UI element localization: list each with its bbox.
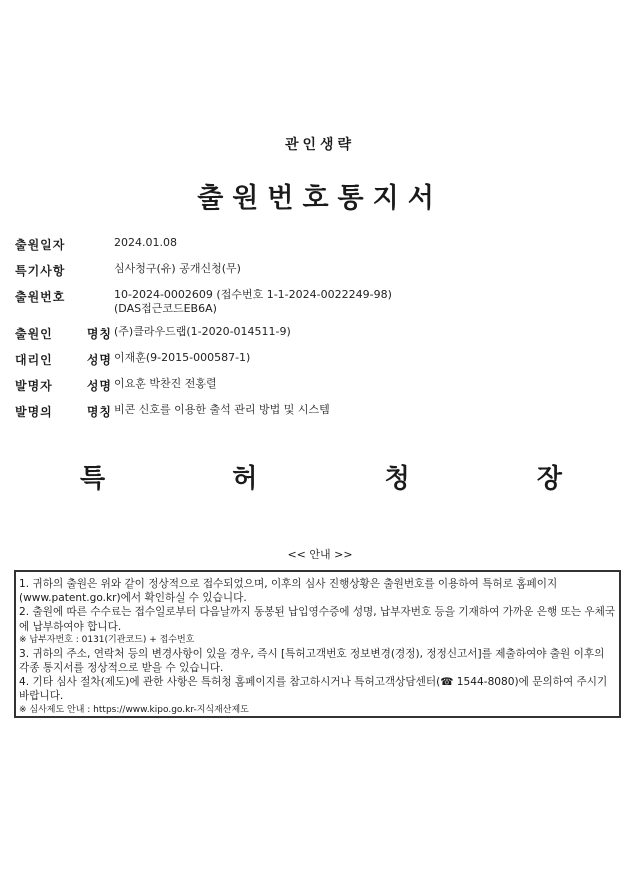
field-value-line: 2024.01.08 — [114, 236, 177, 249]
guide-note-payer-number: ※ 납부자번호 : 0131(기관코드) + 접수번호 — [19, 634, 195, 645]
field-label: 발명의 명칭 — [15, 405, 112, 419]
field-row-application-number — [15, 288, 615, 316]
field-label: 대리인 성명 — [15, 353, 112, 367]
field-label: 출원인 명칭 — [15, 327, 112, 341]
authority-char: 특 — [80, 464, 106, 494]
field-value-line: (DAS접근코드EB6A) — [114, 302, 217, 315]
field-row-agent — [15, 351, 615, 368]
field-row-invention-title — [15, 403, 615, 420]
field-label: 발명자 성명 — [15, 379, 112, 393]
field-value-line: (주)클라우드랩(1-2020-014511-9) — [114, 325, 291, 338]
field-row-inventors — [15, 377, 615, 394]
field-value-line: 이요훈 박찬진 전홍렬 — [114, 377, 217, 390]
field-value-line: 이재훈(9-2015-000587-1) — [114, 351, 251, 364]
guide-note-exam-system: ※ 심사제도 안내 : https://www.kipo.go.kr-지식재산제도 — [19, 704, 249, 715]
guide-item-2: 2. 출원에 따른 수수료는 접수일로부터 다음날까지 동봉된 납입영수증에 성명, 납부자번호 등을 기재하여 가까운 은행 또는 우체국에 납부하여야 합니다. — [19, 606, 616, 633]
guide-item-3: 3. 귀하의 주소, 연락처 등의 변경사항이 있을 경우, 즉시 [특허고객번호 정보변경(경정), 정정신고서]를 제출하여야 출원 이후의 각종 통지서를 정상적으로 받을 수 있습니다. — [19, 647, 605, 675]
field-label: 출원번호 — [15, 290, 66, 304]
application-fields — [15, 236, 615, 429]
issuing-authority — [80, 458, 562, 495]
document-title: 출원번호통지서 — [197, 183, 443, 214]
field-value — [112, 288, 392, 316]
header-note: 관인생략 — [284, 137, 356, 153]
field-label: 출원일자 — [15, 238, 66, 252]
field-value — [112, 236, 177, 250]
field-value-line: 비콘 신호를 이용한 출석 관리 방법 및 시스템 — [114, 403, 330, 416]
field-value-line: 10-2024-0002609 (접수번호 1-1-2024-0022249-98) — [114, 288, 392, 301]
field-value-line: 심사청구(유) 공개신청(무) — [114, 262, 241, 275]
authority-char: 허 — [232, 464, 258, 494]
field-value — [112, 403, 330, 417]
guide-title: << 안내 >> — [287, 548, 353, 561]
field-row-filing-date — [15, 236, 615, 253]
authority-char: 장 — [536, 464, 562, 494]
guide-item-1: 1. 귀하의 출원은 위와 같이 정상적으로 접수되었으며, 이후의 심사 진행상황은 출원번호를 이용하여 특허로 홈페이지(www.patent.go.kr)에서 확인하실 수 있습니다. — [19, 578, 558, 605]
field-row-special-notes — [15, 262, 615, 279]
field-label: 특기사항 — [15, 264, 66, 278]
field-row-applicant — [15, 325, 615, 342]
field-value — [112, 325, 291, 339]
field-value — [112, 351, 250, 365]
authority-char: 청 — [384, 464, 410, 494]
guide-box — [14, 570, 621, 718]
field-value — [112, 262, 241, 276]
guide-item-4: 4. 기타 심사 절차(제도)에 관한 사항은 특허청 홈페이지를 참고하시거나 특허고객상담센터(☎ 1544-8080)에 문의하여 주시기 바랍니다. — [19, 676, 608, 703]
field-value — [112, 377, 217, 391]
